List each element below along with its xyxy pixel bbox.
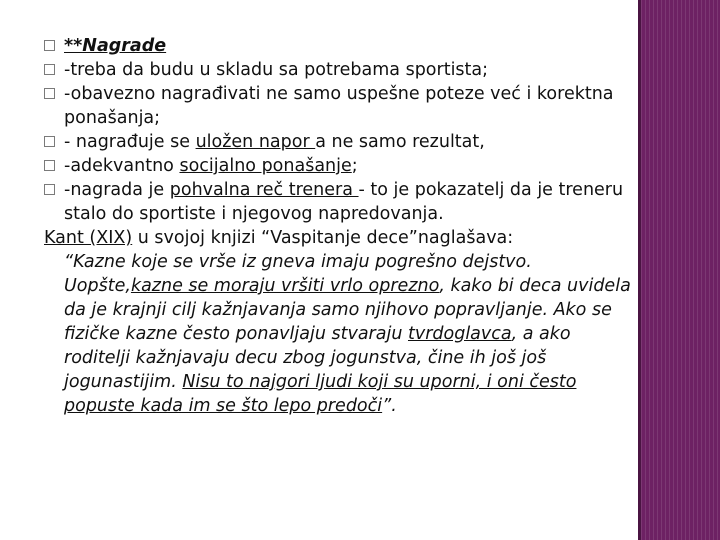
quote-text: , a ako roditelji kažnjavaju decu zbog jogunstva, čine ih još još jogunastijim. — [64, 324, 571, 392]
author-name: Kant (XIX) — [44, 228, 133, 248]
square-bullet-icon — [44, 64, 55, 75]
square-bullet-icon — [44, 184, 55, 195]
quote-text: ”. — [382, 396, 397, 416]
bullet-text: -nagrada je — [64, 180, 170, 200]
quote-text: “Kazne koje se vrše iz gneva imaju pogrešno dejstvo. Uopšte, — [64, 252, 532, 296]
bullet-item — [40, 82, 640, 130]
kant-quote — [40, 250, 640, 418]
bullet-text: -obavezno nagrađivati ne samo uspešne poteze već i korektna ponašanja; — [64, 84, 614, 128]
intro-text: u svojoj knjizi “Vaspitanje dece”naglašava: — [132, 228, 514, 248]
bullet-item — [40, 178, 640, 226]
underlined-text: Nisu to najgori ljudi koji su uporni, i oni često popuste kada im se što lepo predoči — [64, 372, 577, 416]
section-heading: **Nagrade — [64, 36, 167, 56]
underlined-text: kazne se moraju vršiti vrlo oprezno — [130, 276, 440, 296]
square-bullet-icon — [44, 160, 55, 171]
square-bullet-icon — [44, 136, 55, 147]
bullet-item — [40, 130, 640, 154]
underlined-text: pohvalna reč trenera — [169, 180, 359, 200]
square-bullet-icon — [44, 88, 55, 99]
slide-content — [40, 34, 640, 418]
bullet-text: -adekvantno — [64, 156, 180, 176]
band-stripes — [641, 0, 720, 540]
underlined-text: socijalno ponašanje — [179, 156, 352, 176]
square-bullet-icon — [44, 40, 55, 51]
bullet-item — [40, 154, 640, 178]
bullet-text: -treba da budu u skladu sa potrebama sportista; — [64, 60, 489, 80]
decorative-side-band — [641, 0, 720, 540]
bullet-item — [40, 58, 640, 82]
bullet-text: ; — [351, 156, 358, 176]
underlined-text: uložen napor — [195, 132, 316, 152]
underlined-text: tvrdoglavca — [407, 324, 512, 344]
bullet-text: a ne samo rezultat, — [315, 132, 485, 152]
bullet-item — [40, 34, 640, 58]
bullet-text: - nagrađuje se — [64, 132, 196, 152]
quote-text: , kako bi deca uvidela da je krajnji cilj kažnjavanja samo njihovo popravljanje. Ako se fizičke kazne često ponavljaju stvaraju — [64, 276, 631, 344]
quote-intro — [40, 226, 640, 250]
bullet-text: - to je pokazatelj da je treneru stalo do sportiste i njegovog napredovanja. — [64, 180, 624, 224]
